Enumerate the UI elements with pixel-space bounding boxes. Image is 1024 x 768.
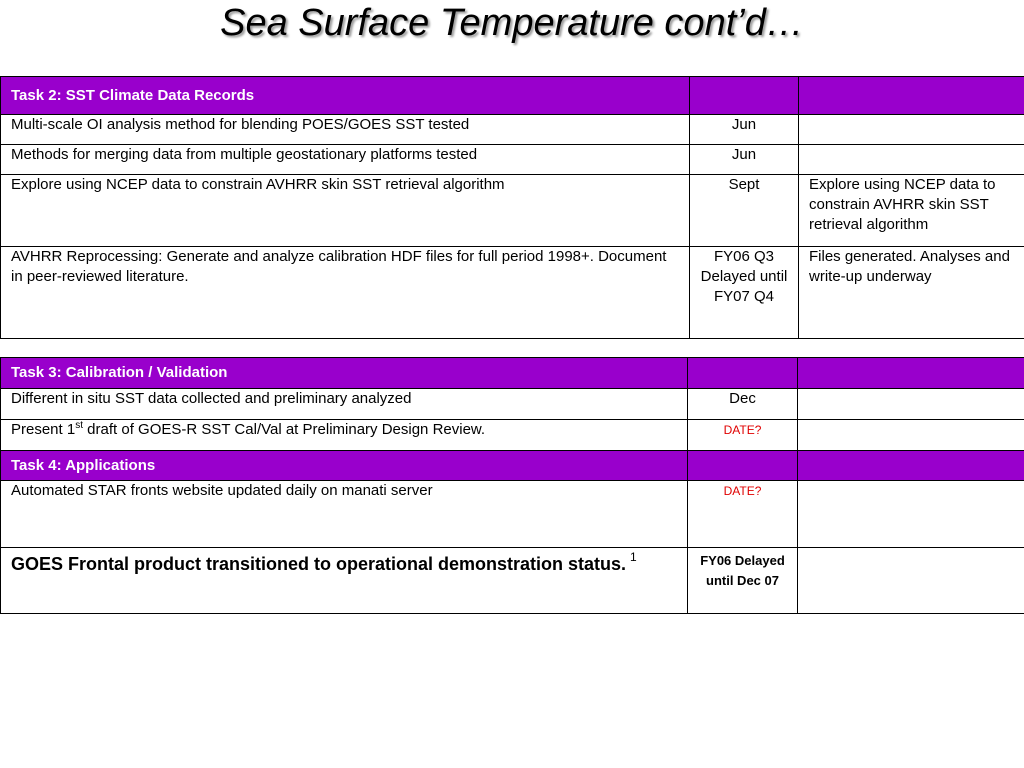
task4-header: Task 4: Applications [1,451,688,481]
task-cell: Methods for merging data from multiple geostationary platforms tested [1,145,690,175]
footnote-marker: 1 [630,550,637,564]
date-cell: Jun [690,115,799,145]
table-row [1,548,1024,614]
task3-header-status [798,358,1024,389]
status-cell [798,420,1024,451]
task2-table [0,76,1024,339]
task2-header-date [690,77,799,115]
table-row [1,481,1024,548]
table-row [1,145,1024,175]
table-row [1,247,1024,339]
task3-header-row [1,358,1024,389]
date-text: FY06 Delayed until Dec 07 [700,553,785,588]
status-cell [798,481,1024,548]
date-cell: Jun [690,145,799,175]
date-placeholder: DATE? [723,423,762,437]
task-text-suffix: draft of GOES-R SST Cal/Val at Preliminary Design Review. [83,421,486,438]
date-cell [688,548,798,614]
date-cell: Dec [688,389,798,420]
task-cell: Explore using NCEP data to constrain AVHRR skin SST retrieval algorithm [1,175,690,247]
task-cell: Automated STAR fronts website updated daily on manati server [1,481,688,548]
task2-header: Task 2: SST Climate Data Records [1,77,690,115]
task-cell: AVHRR Reprocessing: Generate and analyze calibration HDF files for full period 1998+. Document in peer-reviewed literature. [1,247,690,339]
status-cell [799,145,1024,175]
task3-4-table [0,357,1024,614]
table-row [1,389,1024,420]
task-text-prefix: Present 1 [11,421,76,438]
table-row [1,420,1024,451]
task-cell: Different in situ SST data collected and preliminary analyzed [1,389,688,420]
slide-title: Sea Surface Temperature cont’d… [220,2,804,44]
date-cell: FY06 Q3 Delayed until FY07 Q4 [690,247,799,339]
task4-header-status [798,451,1024,481]
date-cell [688,420,798,451]
task2-header-status [799,77,1024,115]
date-placeholder: DATE? [723,484,762,498]
task-cell [1,548,688,614]
status-cell: Explore using NCEP data to constrain AVHRR skin SST retrieval algorithm [799,175,1024,247]
task3-header-date [688,358,798,389]
date-cell: Sept [690,175,799,247]
task3-header: Task 3: Calibration / Validation [1,358,688,389]
task4-header-row [1,451,1024,481]
date-cell [688,481,798,548]
task-text: GOES Frontal product transitioned to operational demonstration status. [11,554,627,574]
status-cell [798,389,1024,420]
task-cell: Multi-scale OI analysis method for blending POES/GOES SST tested [1,115,690,145]
status-cell: Files generated. Analyses and write-up underway [799,247,1024,339]
status-cell [799,115,1024,145]
table-row [1,175,1024,247]
task-cell [1,420,688,451]
task2-header-row [1,77,1024,115]
ordinal-suffix: st [75,420,83,431]
status-cell [798,548,1024,614]
task4-header-date [688,451,798,481]
table-row [1,115,1024,145]
